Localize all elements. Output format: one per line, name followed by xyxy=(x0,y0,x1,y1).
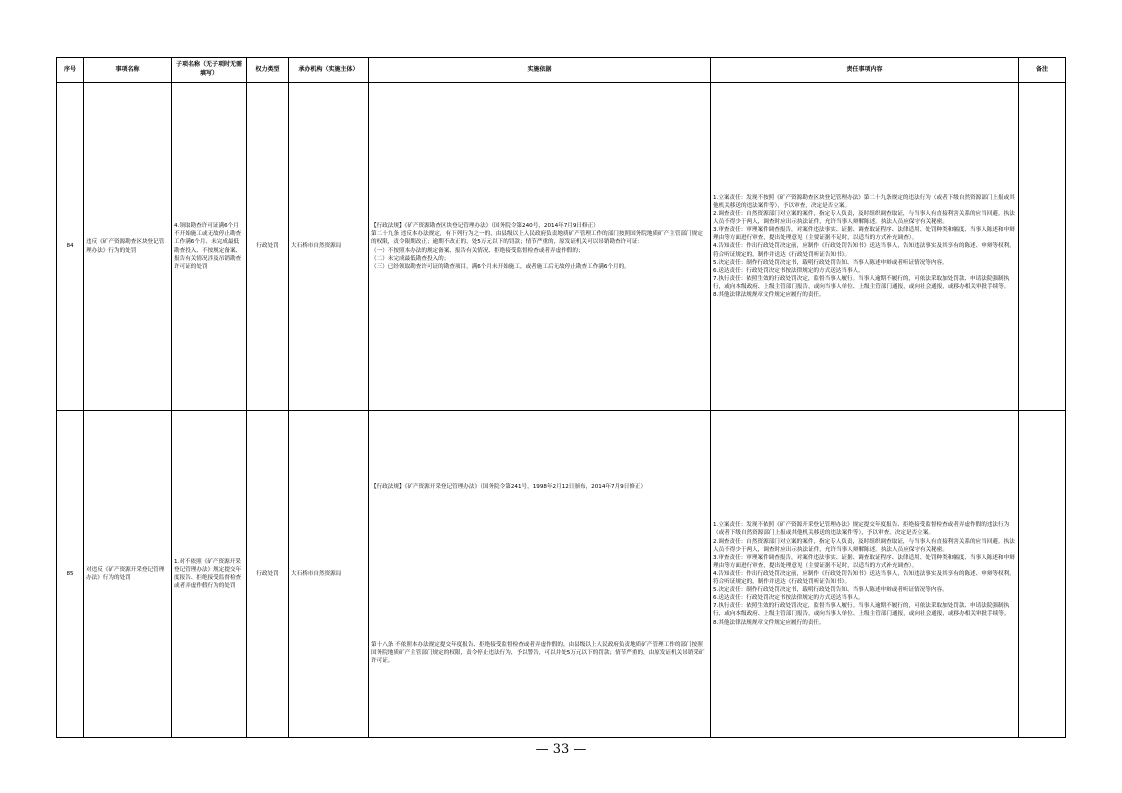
cell-basis xyxy=(369,411,711,738)
basis-line: （三）已经领取勘查许可证的勘查项目，满6个月未开始施工，或者施工后无故停止勘查工作满6个月的。 xyxy=(371,263,630,270)
basis-line: 第二十九条 违反本办法规定，有下列行为之一的，由县级以上人民政府负责地质矿产管理工作的部门按照国务院地质矿产主管部门规定的权限，责令限期改正；逾期不改正的，处5万元以下的罚款；情节严重的，原发证机关可以吊销勘查许可证： xyxy=(371,231,703,246)
cell-note xyxy=(1019,83,1066,411)
resp-line: 2.调查责任：自然资源部门对立案的案件，指定专人负责，及时组织调查取证，与当事人有直接利害关系的应当回避。执法人员不得少于两人，调查时应出示执法证件，允许当事人辩解陈述。执法人员应保守有关秘密。 xyxy=(713,211,1015,226)
resp-line: 5.决定责任：制作行政处罚决定书，载明行政处罚告知、当事人陈述申辩或者听证情况等内容。 xyxy=(713,259,948,266)
cell-responsibility xyxy=(711,83,1019,411)
resp-line: 3.审查责任：审理案件调查报告，对案件违法事实、证据、调查取证程序、法律适用、处罚种类和幅度、当事人陈述和申辩理由等方面进行审查，提出处理意见（主要证据不足时，以适当的方式补充调查）。 xyxy=(713,227,1015,242)
cell-basis xyxy=(369,83,711,411)
header-sub-item: 子项名称（无子项时无需填写） xyxy=(172,58,247,83)
resp-line: 8.其他法律法规规章文件规定应履行的责任。 xyxy=(713,292,825,299)
resp-line: 1.立案责任：发现不按照《矿产资源勘查区块登记管理办法》第二十九条规定的违法行为（或者下级自然资源部门上报或其他机关移送的违法案件等），予以审查，决定是否立案。 xyxy=(713,194,1015,209)
header-responsibility: 责任事项内容 xyxy=(711,58,1019,83)
resp-line: 2.调查责任：自然资源部门对立案的案件，指定专人负责，及时组织调查取证，与当事人有直接利害关系的应当回避。执法人员不得少于两人，调查时应出示执法证件，允许当事人辩解陈述。执法人员应保守有关秘密。 xyxy=(713,538,1015,553)
cell-power-type: 行政处罚 xyxy=(247,83,289,411)
cell-organization: 大石桥市自然资源局 xyxy=(289,83,369,411)
resp-line: 4.告知责任：作出行政处罚决定前，应制作《行政处罚告知书》送达当事人，告知违法事实及其享有的陈述、申辩等权利。符合听证规定的，制作并送达《行政处罚听证告知书》。 xyxy=(713,243,1015,258)
resp-line: 1.立案责任：发现不依照《矿产资源开采登记管理办法》规定提交年度报告、拒绝接受监督检查或者弄虚作假的违法行为（或者下级自然资源部门上报或其他机关移送的违法案件等），予以审查，决定是否立案。 xyxy=(713,522,1010,537)
basis-spacer xyxy=(371,491,708,641)
table-row xyxy=(57,411,1066,738)
resp-line: 7.执行责任：依照生效的行政处罚决定，监督当事人履行。当事人逾期不履行的，可依法采取加处罚款、申请法院强制执行，或向本级政府、上级主管部门报告，或向当事人单位、上级主管部门通报，或向社会通报，或移办相关审批手续等。 xyxy=(713,275,1010,290)
resp-line: 8.其他法律法规规章文件规定应履行的责任。 xyxy=(713,619,825,626)
basis-line: 第十八条 不依照本办法规定提交年度报告、拒绝接受监督检查或者弄虚作假的，由县级以上人民政府负责地质矿产管理工作的部门按照国务院地质矿产主管部门规定的权限，责令停止违法行为，予以警告，可以并处5万元以下的罚款；情节严重的，由原发证机关吊销采矿许可证。 xyxy=(371,641,705,665)
cell-item-name: 对违反《矿产资源开采登记管理办法》行为的处罚 xyxy=(84,411,172,738)
resp-line: 6.送达责任：行政处罚决定书按法律规定的方式送达当事人。 xyxy=(713,595,864,602)
responsibility-table xyxy=(56,57,1066,738)
resp-line: 3.审查责任：审理案件调查报告，对案件违法事实、证据、调查取证程序、法律适用、处罚种类和幅度、当事人陈述和申辩理由等方面进行审查，提出处理意见（主要证据不足时，以适当的方式补充调查）。 xyxy=(713,554,1015,569)
resp-line: 4.告知责任：作出行政处罚决定前，应制作《行政处罚告知书》送达当事人，告知违法事实及其享有的陈述、申辩等权利。符合听证规定的，制作并送达《行政处罚听证告知书》。 xyxy=(713,570,1015,586)
header-note: 备注 xyxy=(1019,58,1066,83)
cell-sub-item: 1.对不依照《矿产资源开采登记管理办法》规定提交年度报告、拒绝接受监督检查或者弄虚作假行为的处罚 xyxy=(172,411,247,738)
cell-power-type: 行政处罚 xyxy=(247,411,289,738)
cell-no: 84 xyxy=(57,83,84,411)
basis-line: （一）不按照本办法的规定备案、报告有关情况、拒绝接受监督检查或者弄虚作假的； xyxy=(371,247,584,254)
header-item-name: 事项名称 xyxy=(84,58,172,83)
cell-no: 85 xyxy=(57,411,84,738)
cell-responsibility xyxy=(711,411,1019,738)
header-power-type: 权力类型 xyxy=(247,58,289,83)
header-no: 序号 xyxy=(57,58,84,83)
header-basis: 实施依据 xyxy=(369,58,711,83)
table-header-row xyxy=(57,58,1066,83)
cell-item-name: 违反《矿产资源勘查区块登记管理办法》行为的处罚 xyxy=(84,83,172,411)
table-row xyxy=(57,83,1066,411)
basis-line: （二）未完成最低勘查投入的； xyxy=(371,255,450,262)
header-organization: 承办机构（实施主体） xyxy=(289,58,369,83)
cell-organization: 大石桥市自然资源局 xyxy=(289,411,369,738)
basis-line: 【行政法规】《矿产资源勘查区块登记管理办法》（国务院令第240号，2014年7月9日修正） xyxy=(371,223,599,230)
resp-line: 6.送达责任：行政处罚决定书按法律规定的方式送达当事人。 xyxy=(713,267,864,274)
cell-note xyxy=(1019,411,1066,738)
basis-line: 【行政法规】《矿产资源开采登记管理办法》（国务院令第241号，1998年2月12日颁布，2014年7月9日修正） xyxy=(371,483,647,490)
cell-sub-item: 4.领取勘查许可证满6个月不开始施工或无故停止勘查工作满6个月、未完成最低勘查投入、不按规定备案、报告有关情况涉及吊销勘查许可证的处罚 xyxy=(172,83,247,411)
resp-line: 5.决定责任：制作行政处罚决定书，载明行政处罚告知、当事人陈述申辩或者听证情况等内容。 xyxy=(713,587,948,594)
resp-line: 7.执行责任：依照生效的行政处罚决定，监督当事人履行。当事人逾期不履行的，可依法采取加处罚款、申请法院强制执行，或向本级政府、上级主管部门报告，或向当事人单位、上级主管部门通报，或向社会通报，或移办相关审批手续等。 xyxy=(713,603,1010,618)
page-number: — 33 — xyxy=(535,742,587,757)
